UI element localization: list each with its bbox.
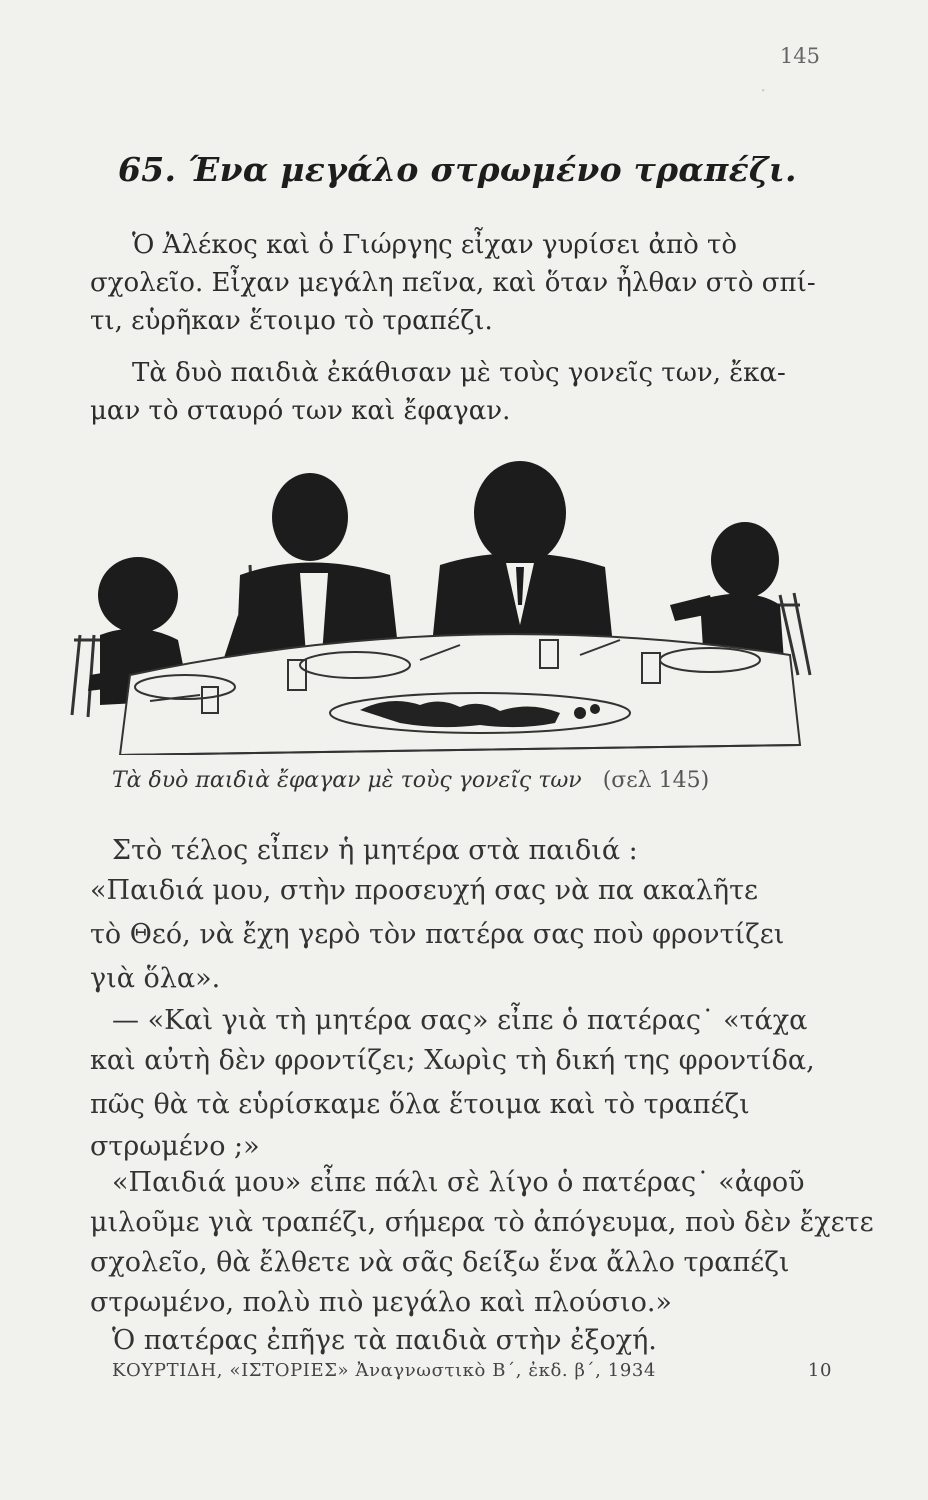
dialog-line: — «Καὶ γιὰ τὴ μητέρα σας» εἶπε ὁ πατέρας˙ «τάχα <box>112 1005 808 1036</box>
paragraph-line: Ὁ Ἀλέκος καὶ ὁ Γιώργης εἶχαν γυρίσει ἀπὸ τὸ <box>132 230 738 260</box>
footer-imprint <box>112 1360 832 1381</box>
caption-page-ref: (σελ 145) <box>602 768 710 793</box>
dialog-line: γιὰ ὅλα». <box>90 963 221 994</box>
dialog-line: στρωμένο, πολὺ πιὸ μεγάλο καὶ πλούσιο.» <box>90 1287 672 1318</box>
dialog-line: στρωμένο ;» <box>90 1131 260 1162</box>
dialog-line: «Παιδιά μου, στὴν προσευχή σας νὰ πα ακαλῆτε <box>90 875 758 906</box>
sheet-number: 10 <box>807 1360 832 1381</box>
dialog-line: σχολεῖο, θὰ ἔλθετε νὰ σᾶς δείξω ἕνα ἄλλο τραπέζι <box>90 1247 790 1278</box>
dialog-line: μιλοῦμε γιὰ τραπέζι, σήμερα τὸ ἀπόγευμα, ποὺ δὲν ἔχετε <box>90 1207 874 1238</box>
illustration-caption <box>112 768 709 793</box>
dialog-line: Ὁ πατέρας ἐπῆγε τὰ παιδιὰ στὴν ἐξοχή. <box>112 1325 657 1356</box>
paragraph-line: τι, εὑρῆκαν ἕτοιμο τὸ τραπέζι. <box>90 306 493 336</box>
page-number: 145 <box>779 44 820 68</box>
bleed-through-mark: · <box>760 78 767 102</box>
footer-text: ΚΟΥΡΤΙΔΗ, «ΙΣΤΟΡΙΕΣ» Ἀναγνωστικὸ Β΄, ἐκδ. β΄, 1934 <box>112 1360 656 1381</box>
paragraph-line: Τὰ δυὸ παιδιὰ ἐκάθισαν μὲ τοὺς γονεῖς των, ἔκα- <box>132 358 786 388</box>
caption-text: Τὰ δυὸ παιδιὰ ἔφαγαν μὲ τοὺς γονεῖς των <box>112 768 582 793</box>
paragraph-line: σχολεῖο. Εἶχαν μεγάλη πεῖνα, καὶ ὅταν ἦλθαν στὸ σπί- <box>90 268 816 298</box>
family-dinner-illustration <box>60 455 820 755</box>
dialog-line: «Παιδιά μου» εἶπε πάλι σὲ λίγο ὁ πατέρας˙ «ἀφοῦ <box>112 1167 805 1198</box>
chapter-title: 65. Ένα μεγάλο στρωμένο τραπέζι. <box>118 150 797 189</box>
dialog-line: τὸ Θεό, νὰ ἔχη γερὸ τὸν πατέρα σας ποὺ φροντίζει <box>90 919 785 950</box>
dialog-line: καὶ αὐτὴ δὲν φροντίζει; Χωρὶς τὴ δική της φροντίδα, <box>90 1045 815 1076</box>
paragraph-line: μαν τὸ σταυρό των καὶ ἔφαγαν. <box>90 396 511 426</box>
dialog-line: Στὸ τέλος εἶπεν ἡ μητέρα στὰ παιδιά : <box>112 835 638 866</box>
dialog-line: πῶς θὰ τὰ εὑρίσκαμε ὅλα ἕτοιμα καὶ τὸ τραπέζι <box>90 1089 750 1120</box>
